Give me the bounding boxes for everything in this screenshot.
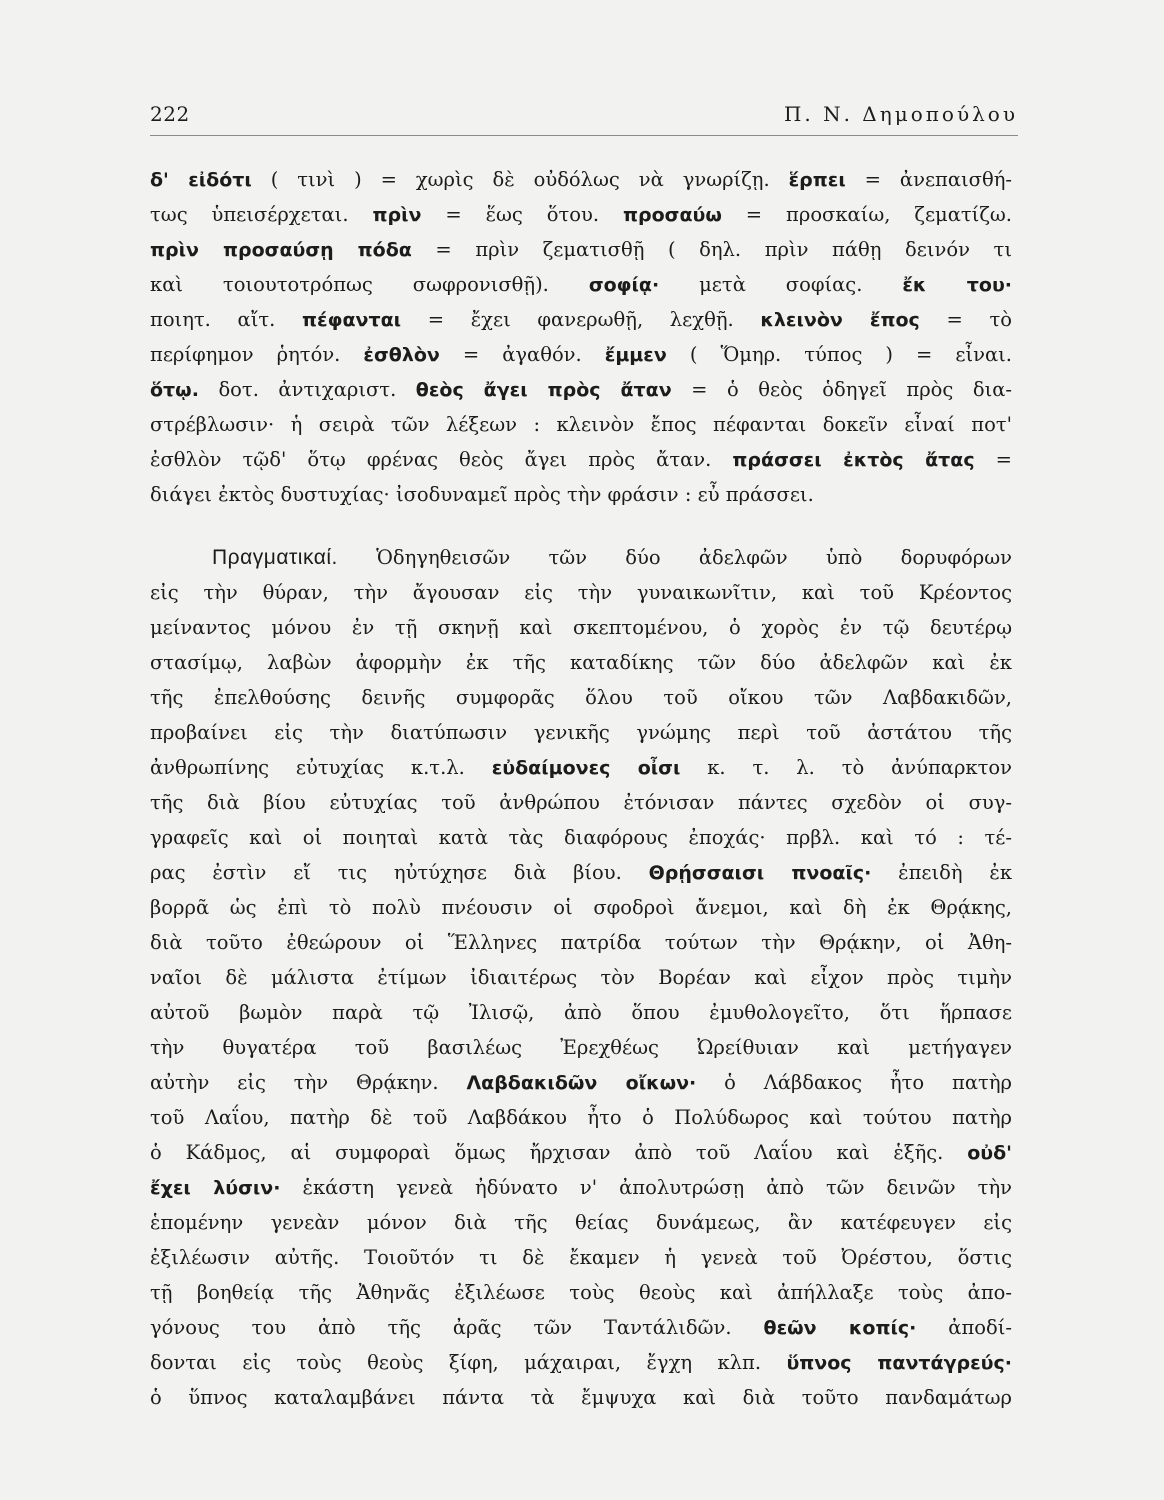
page-number: 222 [150, 102, 190, 126]
lemma: οὐδ' [967, 1142, 1012, 1164]
text-line: εἰς τὴν θύραν, τὴν ἄγουσαν εἰς τὴν γυναικωνῖτιν, καὶ τοῦ Κρέοντος [150, 581, 1012, 604]
text-line: Πραγματικαί. Ὁδηγηθεισῶν τῶν δύο ἀδελφῶν ὑπὸ δορυφόρων [212, 546, 1012, 569]
text-line: αὐτοῦ βωμὸν παρὰ τῷ Ἰλισῷ, ἀπὸ ὅπου ἐμυθολογεῖτο, ὅτι ἥρπασε [150, 1001, 1012, 1024]
lemma: ἔμμεν [604, 344, 667, 366]
body-text [150, 162, 1012, 1415]
lemma: ἐσθλὸν [363, 344, 440, 366]
lemma: δ' εἰδότι [150, 169, 252, 191]
text-line: τῆς ἐπελθούσης δεινῆς συμφορᾶς ὅλου τοῦ οἴκου τῶν Λαβδακιδῶν, [150, 686, 1012, 709]
lemma: θεῶν κοπίς· [763, 1317, 917, 1339]
text-line: ὅτῳ. δοτ. ἀντιχαριστ. θεὸς ἄγει πρὸς ἄταν = ὁ θεὸς ὁδηγεῖ πρὸς δια- [150, 378, 1012, 401]
lemma: πρὶν προσαύσῃ πόδα [150, 239, 412, 261]
text-line: στασίμῳ, λαβὼν ἀφορμὴν ἐκ τῆς καταδίκης τῶν δύο ἀδελφῶν καὶ ἐκ [150, 651, 1012, 674]
text-line: ἐσθλὸν τῷδ' ὅτῳ φρένας θεὸς ἄγει πρὸς ἄταν. πράσσει ἐκτὸς ἄτας = [150, 448, 1012, 471]
text-line: τως ὑπεισέρχεται. πρὶν = ἕως ὅτου. προσαύω = προσκαίω, ζεματίζω. [150, 203, 1012, 226]
lemma: σοφίᾳ· [588, 274, 660, 296]
header-rule [150, 135, 1018, 136]
text-line: μείναντος μόνου ἐν τῇ σκηνῇ καὶ σκεπτομένου, ὁ χορὸς ἐν τῷ δευτέρῳ [150, 616, 1012, 639]
text-line: ἑπομένην γενεὰν μόνον διὰ τῆς θείας δυνάμεως, ἂν κατέφευγεν εἰς [150, 1211, 1012, 1234]
text-line: ἔχει λύσιν· ἑκάστη γενεὰ ἠδύνατο ν' ἀπολυτρώσῃ ἀπὸ τῶν δεινῶν τὴν [150, 1176, 1012, 1199]
text-line: διὰ τοῦτο ἐθεώρουν οἱ Ἕλληνες πατρίδα τούτων τὴν Θρᾴκην, οἱ Ἀθη- [150, 931, 1012, 954]
paragraph-gap [150, 512, 1012, 540]
lemma: κλεινὸν ἔπος [760, 309, 920, 331]
text-line: στρέβλωσιν· ἡ σειρὰ τῶν λέξεων : κλεινὸν ἔπος πέφανται δοκεῖν εἶναί ποτ' [150, 413, 1012, 436]
text-line: ὁ ὕπνος καταλαμβάνει πάντα τὰ ἔμψυχα καὶ διὰ τοῦτο πανδαμάτωρ [150, 1386, 1012, 1409]
historical-notes-paragraph [150, 540, 1012, 1415]
text-line: βορρᾶ ὡς ἐπὶ τὸ πολὺ πνέουσιν οἱ σφοδροὶ ἄνεμοι, καὶ δὴ ἐκ Θρᾴκης, [150, 896, 1012, 919]
text-line: τοῦ Λαΐου, πατὴρ δὲ τοῦ Λαβδάκου ἦτο ὁ Πολύδωρος καὶ τούτου πατὴρ [150, 1106, 1012, 1129]
lemma: ὕπνος παντάγρεύς· [786, 1352, 1012, 1374]
lemma: Θρῄσσαισι πνοαῖς· [648, 862, 872, 884]
text-line: προβαίνει εἰς τὴν διατύπωσιν γενικῆς γνώμης περὶ τοῦ ἀστάτου τῆς [150, 721, 1012, 744]
text-line: δ' εἰδότι ( τινὶ ) = χωρὶς δὲ οὐδόλως νὰ γνωρίζῃ. ἕρπει = ἀνεπαισθή- [150, 168, 1012, 191]
lemma: πρὶν [372, 204, 422, 226]
lemma: ὅτῳ. [150, 379, 199, 401]
lemma: ἔχει λύσιν· [150, 1177, 281, 1199]
text-line: τῇ βοηθείᾳ τῆς Ἀθηνᾶς ἐξιλέωσε τοὺς θεοὺς καὶ ἀπήλλαξε τοὺς ἀπο- [150, 1281, 1012, 1304]
text-line: τὴν θυγατέρα τοῦ βασιλέως Ἐρεχθέως Ὠρείθυιαν καὶ μετήγαγεν [150, 1036, 1012, 1059]
lemma: Λαβδακιδῶν οἴκων· [466, 1072, 697, 1094]
text-line: διάγει ἐκτὸς δυστυχίας· ἰσοδυναμεῖ πρὸς τὴν φράσιν : εὖ πράσσει. [150, 483, 814, 506]
text-line: δονται εἰς τοὺς θεοὺς ξίφη, μάχαιραι, ἔγχη κλπ. ὕπνος παντάγρεύς· [150, 1351, 1012, 1374]
text-line: καὶ τοιουτοτρόπως σωφρονισθῇ). σοφίᾳ· μετὰ σοφίας. ἔκ του· [150, 273, 1012, 296]
text-line: ναῖοι δὲ μάλιστα ἐτίμων ἰδιαιτέρως τὸν Βορέαν καὶ εἶχον πρὸς τιμὴν [150, 966, 1012, 989]
page-header [150, 96, 1018, 136]
lemma: ἔκ του· [902, 274, 1012, 296]
text-line: αὐτὴν εἰς τὴν Θρᾴκην. Λαβδακιδῶν οἴκων· ὁ Λάβδακος ἦτο πατὴρ [150, 1071, 1012, 1094]
commentary-paragraph [150, 162, 1012, 512]
lemma: θεὸς ἄγει πρὸς ἄταν [415, 379, 672, 401]
text-line: γόνους του ἀπὸ τῆς ἀρᾶς τῶν Ταντάλιδῶν. θεῶν κοπίς· ἀποδί- [150, 1316, 1012, 1339]
text-line: πρὶν προσαύσῃ πόδα = πρὶν ζεματισθῇ ( δηλ. πρὶν πάθῃ δεινόν τι [150, 238, 1012, 261]
lemma: προσαύω [623, 204, 722, 226]
text-line: ὁ Κάδμος, αἱ συμφοραὶ ὅμως ἤρχισαν ἀπὸ τοῦ Λαΐου καὶ ἑξῆς. οὐδ' [150, 1141, 1012, 1164]
lemma: εὐδαίμονες οἶσι [491, 757, 681, 779]
text-line: ἐξιλέωσιν αὐτῆς. Τοιοῦτόν τι δὲ ἔκαμεν ἡ γενεὰ τοῦ Ὀρέστου, ὅστις [150, 1246, 1012, 1269]
lemma: πράσσει ἐκτὸς ἄτας [732, 449, 975, 471]
text-line: ρας ἐστὶν εἴ τις ηὐτύχησε διὰ βίου. Θρῄσσαισι πνοαῖς· ἐπειδὴ ἐκ [150, 861, 1012, 884]
text-line: ποιητ. αἴτ. πέφανται = ἔχει φανερωθῇ, λεχθῇ. κλεινὸν ἔπος = τὸ [150, 308, 1012, 331]
text-line: γραφεῖς καὶ οἱ ποιηταὶ κατὰ τὰς διαφόρους ἐποχάς· πρβλ. καὶ τό : τέ- [150, 826, 1012, 849]
lemma: ἕρπει [788, 169, 846, 191]
lemma: πέφανται [302, 309, 402, 331]
text-line: ἀνθρωπίνης εὐτυχίας κ.τ.λ. εὐδαίμονες οἶσι κ. τ. λ. τὸ ἀνύπαρκτον [150, 756, 1012, 779]
text-line: περίφημον ῥητόν. ἐσθλὸν = ἀγαθόν. ἔμμεν ( Ὅμηρ. τύπος ) = εἶναι. [150, 343, 1012, 366]
text-line: τῆς διὰ βίου εὐτυχίας τοῦ ἀνθρώπου ἐτόνισαν πάντες σχεδὸν οἱ συγ- [150, 791, 1012, 814]
running-title: Π. Ν. Δημοπούλου [783, 102, 1018, 126]
section-heading: Πραγματικαί. [212, 546, 338, 569]
